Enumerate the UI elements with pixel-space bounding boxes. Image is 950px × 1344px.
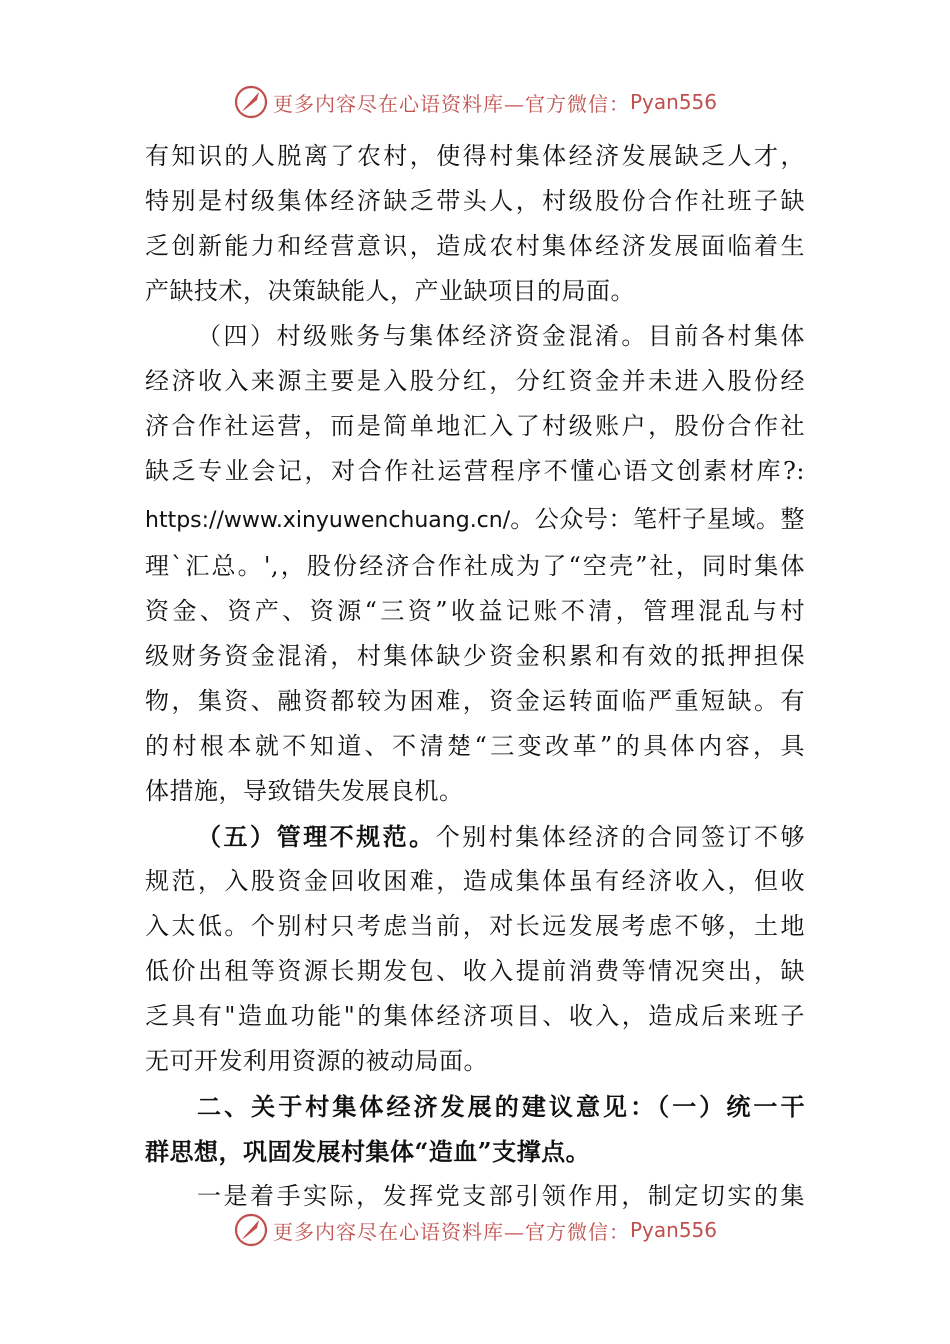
text-line: 规范，入股资金回收困难，造成集体虽有经济收入，但收 <box>145 867 805 895</box>
text-line-rest: 个别村集体经济的合同签订不够 <box>435 823 805 851</box>
quill-logo-icon <box>233 84 269 120</box>
text-line: 有知识的人脱离了农村，使得村集体经济发展缺乏人才， <box>145 142 805 170</box>
text-line: 无可开发利用资源的被动局面。 <box>145 1047 488 1075</box>
text-line: 特别是村级集体经济缺乏带头人，村级股份合作社班子缺 <box>145 187 805 215</box>
text-line: 乏具有"造血功能"的集体经济项目、收入，造成后来班子 <box>145 1002 805 1030</box>
text-line: 产缺技术，决策缺能人，产业缺项目的局面。 <box>145 277 635 305</box>
bold-heading-line: 群思想，巩固发展村集体“造血”支撑点。 <box>145 1137 591 1166</box>
section-heading: （五）管理不规范。 <box>197 822 436 851</box>
document-body <box>145 134 805 1219</box>
text-line: 级财务资金混淆，村集体缺少资金积累和有效的抵押担保 <box>145 642 805 670</box>
text-line: 理`汇总。',，股份经济合作社成为了“空壳”社，同时集体 <box>145 552 805 580</box>
watermark-text: 更多内容尽在心语资料库—官方微信： <box>272 1219 630 1244</box>
quill-logo-icon <box>233 1212 269 1248</box>
url-link[interactable]: https://www.xinyuwenchuang.cn/ <box>145 508 511 533</box>
text-line: （四）村级账务与集体经济资金混淆。目前各村集体 <box>197 322 805 350</box>
text-line: 经济收入来源主要是入股分红，分红资金并未进入股份经 <box>145 367 805 395</box>
watermark-wechat-id: Pyan556 <box>629 1218 717 1242</box>
bold-heading-line: 二、关于村集体经济发展的建议意见：（一）统一干 <box>197 1092 805 1121</box>
text-line: 的村根本就不知道、不清楚“三变改革”的具体内容，具 <box>145 732 805 760</box>
text-line: 低价出租等资源长期发包、收入提前消费等情况突出，缺 <box>145 957 805 985</box>
text-line: 物，集资、融资都较为困难，资金运转面临严重短缺。有 <box>145 687 805 715</box>
text-line: 资金、资产、资源“三资”收益记账不清，管理混乱与村 <box>145 597 805 625</box>
section-heading-line <box>145 814 805 859</box>
text-line: 缺乏专业会记，对合作社运营程序不懂心语文创素材库?: <box>145 457 805 485</box>
text-line: 体措施，导致错失发展良机。 <box>145 777 464 805</box>
text-line: 济合作社运营，而是简单地汇入了村级账户，股份合作社 <box>145 412 805 440</box>
watermark-text: 更多内容尽在心语资料库—官方微信： <box>272 91 630 116</box>
url-line-rest: 。公众号：笔杆子星域。整 <box>510 505 805 533</box>
text-line: 一是着手实际，发挥党支部引领作用，制定切实的集 <box>197 1182 805 1210</box>
text-line: 乏创新能力和经营意识，造成农村集体经济发展面临着生 <box>145 232 805 260</box>
watermark-header <box>0 82 950 122</box>
watermark-footer <box>0 1210 950 1250</box>
url-line <box>145 494 805 544</box>
text-line: 入太低。个别村只考虑当前，对长远发展考虑不够，土地 <box>145 912 805 940</box>
watermark-wechat-id: Pyan556 <box>629 90 717 114</box>
